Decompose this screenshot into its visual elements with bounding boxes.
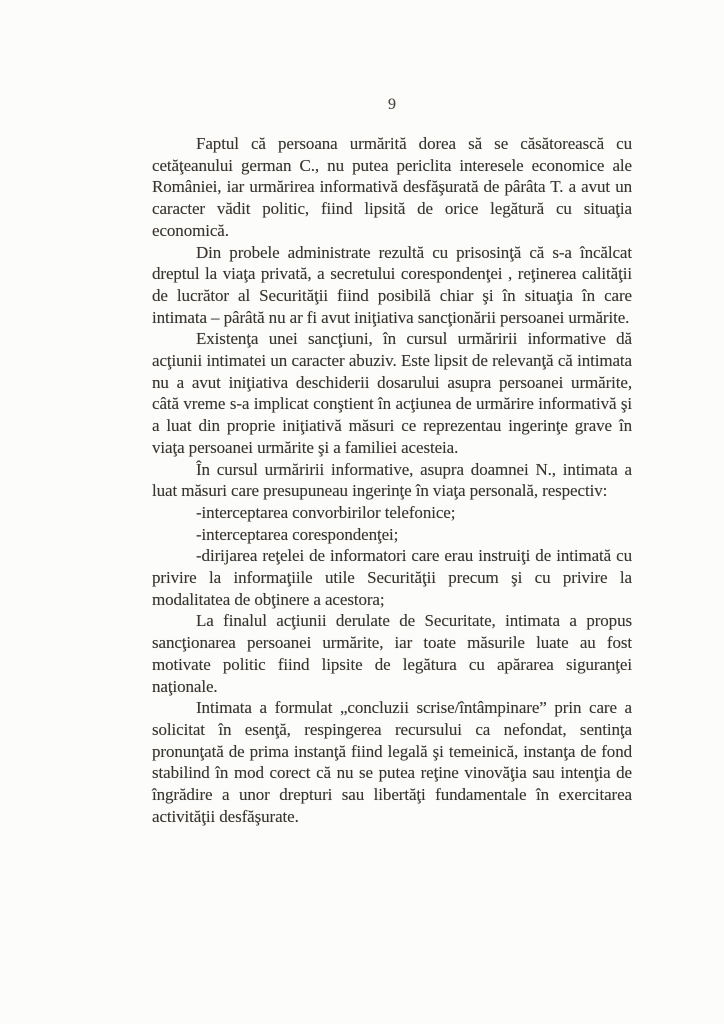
- paragraph-1: Faptul că persoana urmărită dorea să se căsătorească cu cetăţeanului german C., nu putea periclita interesele economice ale României, iar urmărirea informativă desfăşurată de pârâta T. a avut un caracter vădit politic, fiind lipsită de orice legătură cu situaţia economică.: [152, 134, 632, 240]
- document-body: [152, 133, 632, 828]
- page-number: 9: [388, 96, 396, 113]
- list-item-mail-interception: -interceptarea corespondenţei;: [196, 524, 399, 544]
- paragraph-4: În cursul urmăririi informative, asupra doamnei N., intimata a luat măsuri care presupuneau ingerinţe în viaţa personală, respectiv:: [152, 459, 632, 501]
- paragraph-8: La finalul acţiunii derulate de Securitate, intimata a propus sancţionarea persoanei urmărite, iar toate măsurile luate au fost motivate politic fiind lipsite de legătura cu apărarea siguranţei naţionale.: [152, 611, 632, 696]
- paragraph-3: Existenţa unei sancţiuni, în cursul urmăririi informative dă acţiunii intimatei un caracter abuziv. Este lipsit de relevanţă că intimata nu a avut iniţiativa deschiderii dosarului asupra persoanei urmărite, câtă vreme s-a implicat conştient în acţiunea de urmărire informativă şi a luat din proprie iniţiativă măsuri ce reprezentau ingerinţe grave în viaţa persoanei urmărite şi a familiei acesteia.: [152, 329, 632, 457]
- paragraph-9: Intimata a formulat „concluzii scrise/întâmpinare” prin care a solicitat în esenţă, respingerea recursului ca nefondat, sentinţa pronunţată de prima instanţă fiind legală şi temeinică, instanţa de fond stabilind în mod corect că nu se putea reţine vinovăţia sau intenţia de îngrădire a unor drepturi sau libertăţi fundamentale în exercitarea activităţii desfăşurate.: [152, 698, 632, 826]
- paragraph-2: Din probele administrate rezultă cu prisosinţă că s-a încălcat dreptul la viaţa privată, a secretului corespondenţei , reţinerea calităţii de lucrător al Securităţii fiind posibilă chiar şi în situaţia în care intimata – pârâtă nu ar fi avut iniţiativa sancţionării persoanei urmărite.: [152, 242, 632, 327]
- list-item-phone-interception: -interceptarea convorbirilor telefonice;: [196, 502, 456, 522]
- list-item-informer-network: -dirijarea reţelei de informatori care erau instruiţi de intimată cu privire la informaţiile utile Securităţii precum şi cu privire la modalitatea de obţinere a acestora;: [152, 546, 632, 609]
